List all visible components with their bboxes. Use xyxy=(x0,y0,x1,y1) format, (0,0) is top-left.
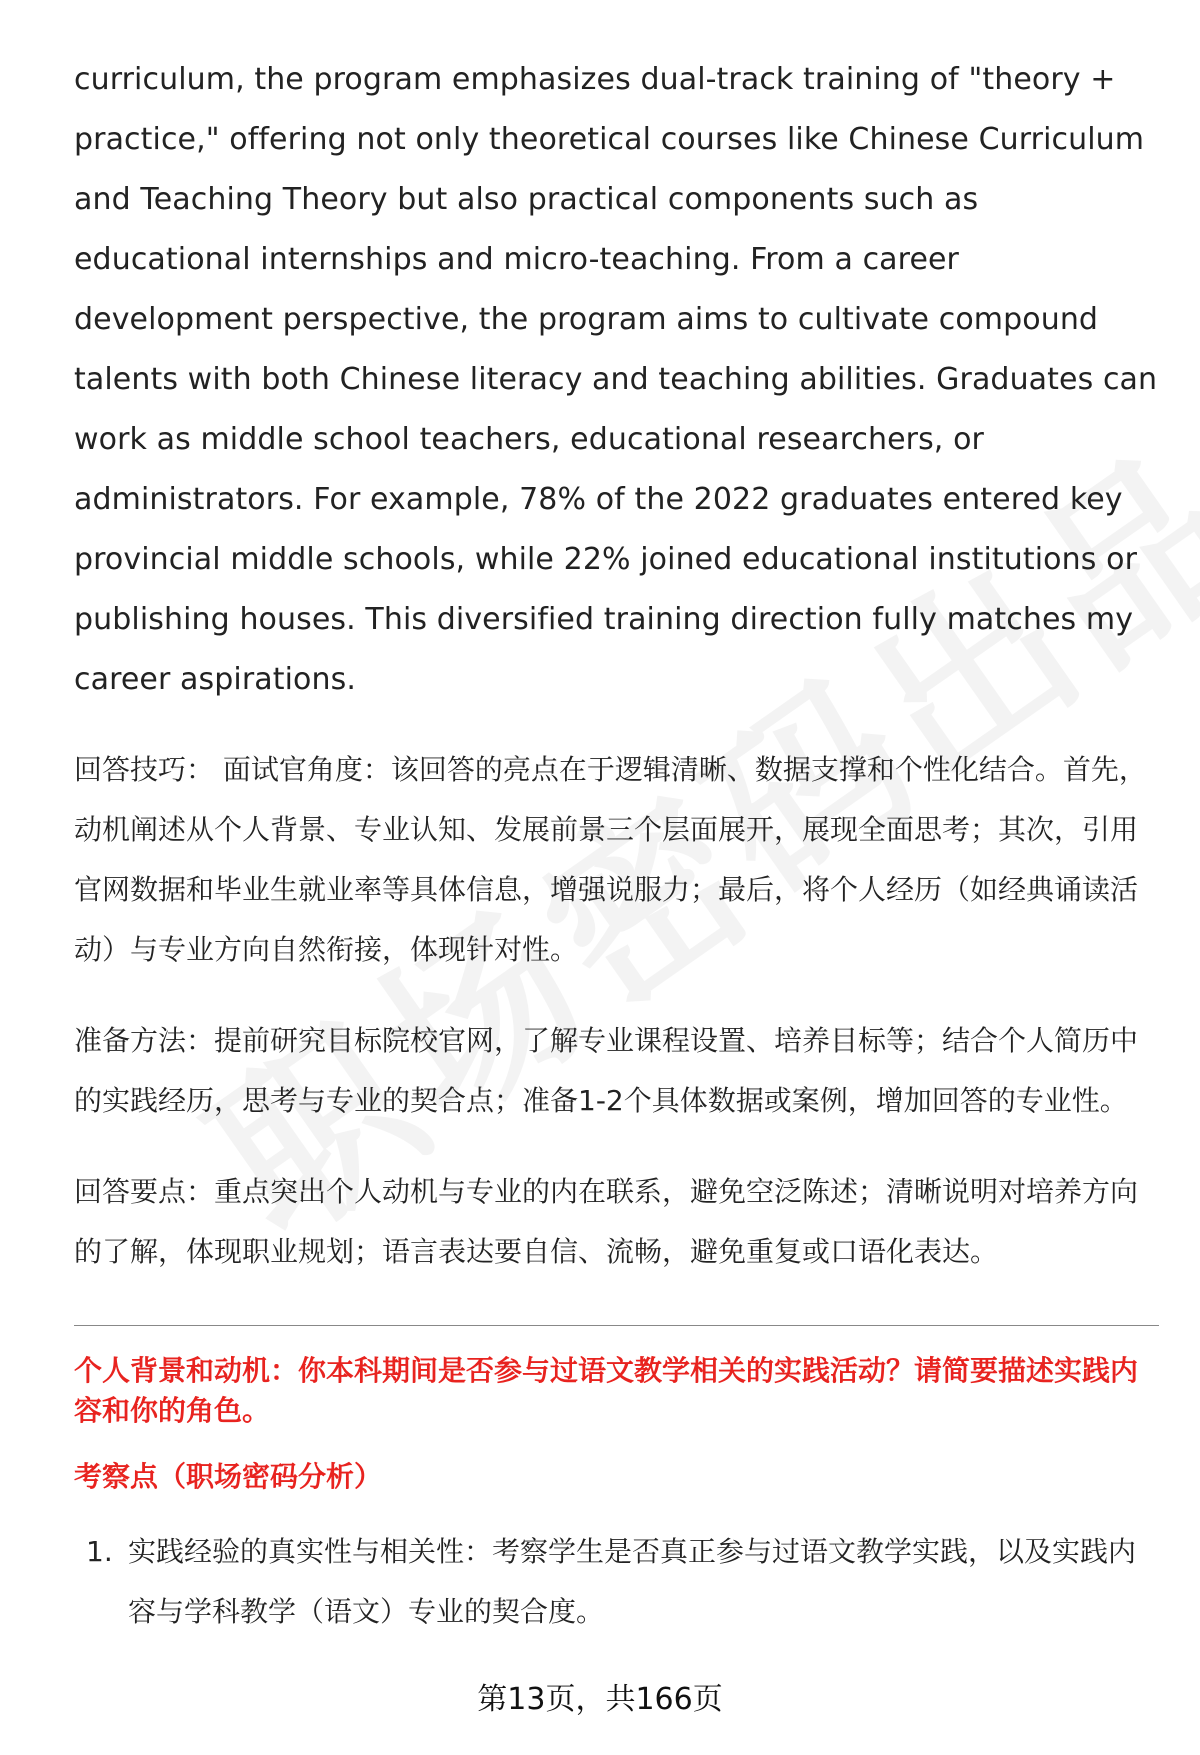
page-footer: 第13页，共166页 xyxy=(477,1682,723,1717)
list-number: 1. xyxy=(86,1535,113,1568)
key-points-paragraph: 回答要点：重点突出个人动机与专业的内在联系，避免空泛陈述；清晰说明对培养方向的了解，体现职业规划；语言表达要自信、流畅，避免重复或口语化表达。 xyxy=(74,1175,1139,1268)
english-paragraph: curriculum, the program emphasizes dual-track training of "theory + practice," offering not only theoretical courses like Chinese Curriculum and Teaching Theory but also practical components such as educational internships and micro-teaching. From a career development perspective, the program aims to cultivate compound talents with both Chinese literacy and teaching abilities. Graduates can work as middle school teachers, educational researchers, or administrators. For example, 78% of the 2022 graduates entered key provincial middle schools, while 22% joined educational institutions or publishing houses. This diversified training direction fully matches my career aspirations. xyxy=(74,62,1158,697)
list-item xyxy=(74,1522,1159,1642)
exam-points-list xyxy=(74,1522,1159,1642)
content xyxy=(74,50,1159,1642)
prep-method-paragraph: 准备方法：提前研究目标院校官网，了解专业课程设置、培养目标等；结合个人简历中的实践经历，思考与专业的契合点；准备1-2个具体数据或案例，增加回答的专业性。 xyxy=(74,1024,1139,1117)
question-heading: 个人背景和动机：你本科期间是否参与过语文教学相关的实践活动？请简要描述实践内容和你的角色。 xyxy=(74,1354,1139,1427)
exam-points-heading: 考察点（职场密码分析） xyxy=(74,1460,383,1493)
answer-tips-paragraph: 回答技巧： 面试官角度：该回答的亮点在于逻辑清晰、数据支撑和个性化结合。首先，动机阐述从个人背景、专业认知、发展前景三个层面展开，展现全面思考；其次，引用官网数据和毕业生就业率等具体信息，增强说服力；最后，将个人经历（如经典诵读活动）与专业方向自然衔接，体现针对性。 xyxy=(74,753,1147,966)
list-item-text: 实践经验的真实性与相关性：考察学生是否真正参与过语文教学实践，以及实践内容与学科教学（语文）专业的契合度。 xyxy=(128,1535,1137,1628)
